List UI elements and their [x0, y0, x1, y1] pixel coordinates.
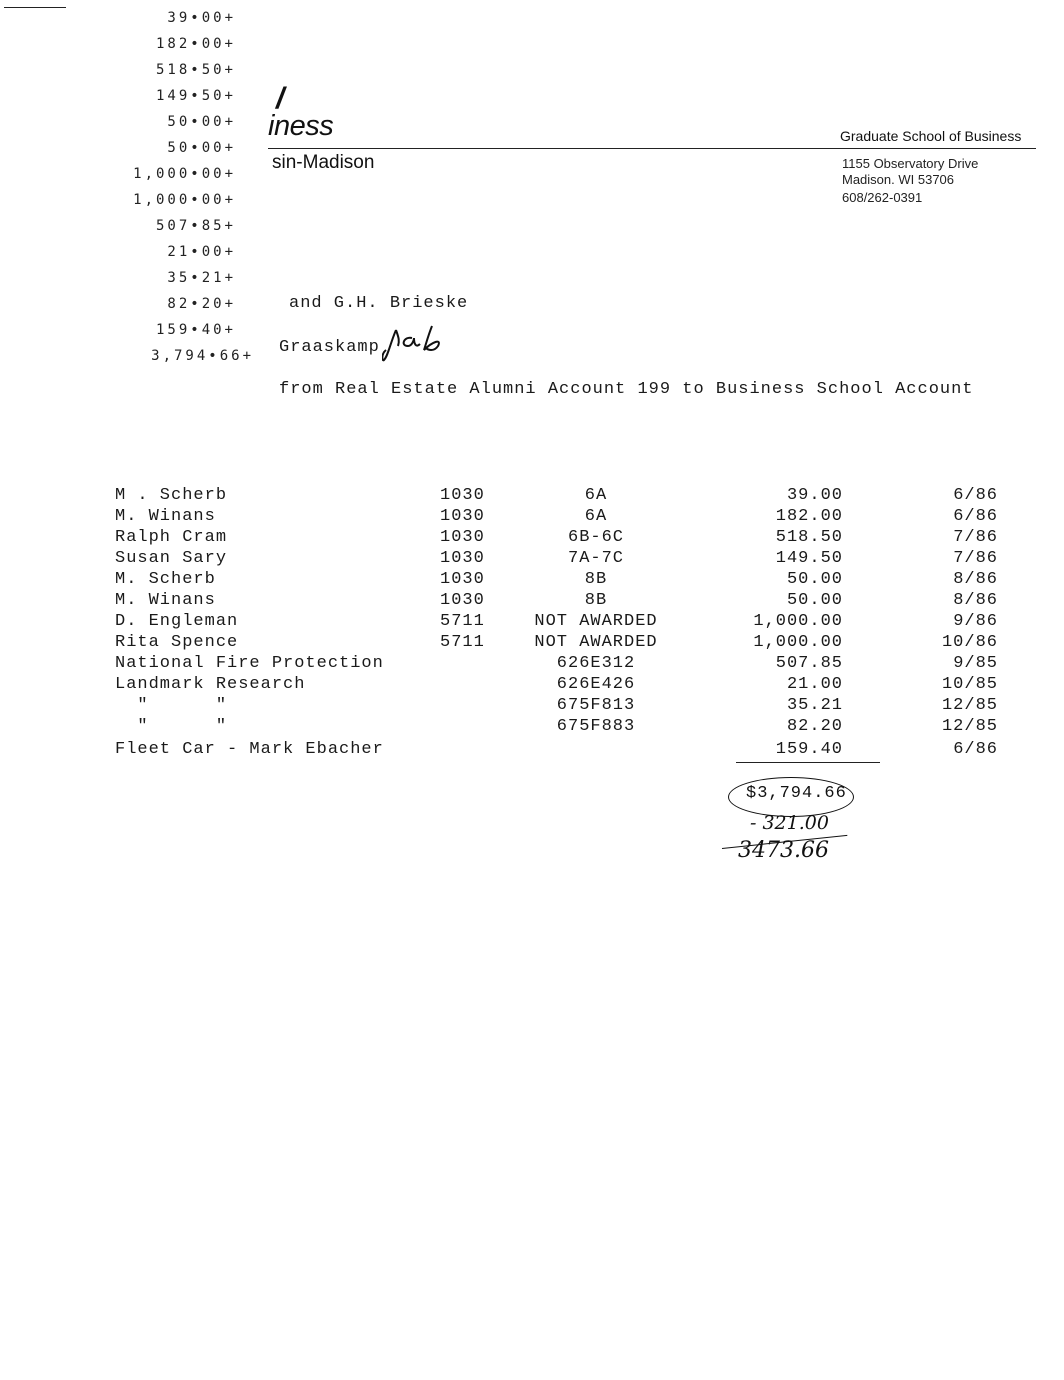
entry-date: 9/86: [953, 612, 998, 631]
memo-from: Graaskamp: [279, 338, 380, 357]
entry-name: M. Scherb: [115, 570, 216, 589]
entry-date: 9/85: [953, 654, 998, 673]
letterhead-rule: [268, 148, 1036, 149]
entry-reference: 675F883: [556, 717, 636, 736]
entry-name: M . Scherb: [115, 486, 228, 505]
memo-to: and G.H. Brieske: [289, 294, 469, 313]
table-row: [0, 675, 1064, 696]
tape-entry: 182•00+: [155, 36, 236, 52]
department-name: Graduate School of Business: [840, 128, 1022, 144]
top-left-rule: [4, 7, 66, 8]
entry-name: Susan Sary: [115, 549, 228, 568]
entry-account: 1030: [440, 549, 485, 568]
entry-reference: 675F813: [556, 696, 636, 715]
handwritten-net-total: 3473.66: [738, 838, 829, 863]
entry-amount: 39.00: [786, 486, 843, 505]
entry-amount: 50.00: [786, 591, 843, 610]
entry-reference: 8B: [584, 591, 608, 610]
entry-amount: 50.00: [786, 570, 843, 589]
phone-number: 608/262-0391: [842, 190, 923, 205]
entry-reference: NOT AWARDED: [534, 612, 658, 631]
table-row: [0, 654, 1064, 675]
entry-date: 7/86: [953, 528, 998, 547]
entry-name: D. Engleman: [115, 612, 239, 631]
entry-amount: 35.21: [786, 696, 843, 715]
table-row: [0, 591, 1064, 612]
entry-amount: 82.20: [786, 717, 843, 736]
table-row: [0, 717, 1064, 738]
table-row: [0, 486, 1064, 507]
entry-date: 6/86: [953, 507, 998, 526]
table-row: [0, 528, 1064, 549]
letterhead-fragment: /: [276, 82, 285, 115]
entry-date: 8/86: [953, 570, 998, 589]
entry-date: 8/86: [953, 591, 998, 610]
entry-account: 5711: [440, 612, 485, 631]
entry-name: Ralph Cram: [115, 528, 228, 547]
entry-account: 5711: [440, 633, 485, 652]
entry-date: 6/86: [953, 740, 998, 759]
tape-entry: 50•00+: [167, 114, 236, 130]
entry-amount: 518.50: [775, 528, 843, 547]
entry-reference: 7A-7C: [567, 549, 625, 568]
tape-entry: 35•21+: [167, 270, 236, 286]
address-line: Madison. WI 53706: [842, 172, 955, 187]
entry-account: 1030: [440, 591, 485, 610]
entry-date: 6/86: [953, 486, 998, 505]
table-row: [0, 612, 1064, 633]
entry-name: M. Winans: [115, 507, 216, 526]
table-row: [0, 507, 1064, 528]
tape-entry: 1,000•00+: [133, 192, 236, 208]
entry-name: M. Winans: [115, 591, 216, 610]
tape-entry: 21•00+: [167, 244, 236, 260]
grand-total: $3,794.66: [746, 784, 847, 803]
entry-name-ditto: " ": [115, 717, 228, 736]
tape-entry: 518•50+: [155, 62, 236, 78]
entry-amount: 159.40: [775, 740, 843, 759]
sum-underline: [736, 762, 880, 763]
entry-reference: 6A: [584, 507, 608, 526]
table-row: [0, 549, 1064, 570]
entry-account: 1030: [440, 507, 485, 526]
table-row: [0, 696, 1064, 717]
address-line: 1155 Observatory Drive: [842, 156, 979, 171]
entry-date: 10/86: [941, 633, 998, 652]
entry-amount: 1,000.00: [753, 612, 843, 631]
entry-date: 12/85: [941, 717, 998, 736]
entry-reference: 626E426: [556, 675, 636, 694]
entry-reference: NOT AWARDED: [534, 633, 658, 652]
entry-reference: 6A: [584, 486, 608, 505]
tape-entry: 149•50+: [155, 88, 236, 104]
entry-date: 7/86: [953, 549, 998, 568]
entry-amount: 149.50: [775, 549, 843, 568]
entry-account: 1030: [440, 570, 485, 589]
tape-entry: 82•20+: [167, 296, 236, 312]
letterhead-fragment: iness: [268, 110, 334, 142]
table-row: [0, 740, 1064, 761]
handwritten-initials-signature: [382, 324, 446, 364]
entry-name: Landmark Research: [115, 675, 306, 694]
entry-amount: 182.00: [775, 507, 843, 526]
entry-amount: 507.85: [775, 654, 843, 673]
tape-entry: 507•85+: [155, 218, 236, 234]
memo-subject: from Real Estate Alumni Account 199 to Business School Account: [279, 380, 974, 399]
entry-name: Fleet Car - Mark Ebacher: [115, 740, 384, 759]
entry-reference: 6B-6C: [567, 528, 625, 547]
entry-date: 10/85: [941, 675, 998, 694]
tape-entry: 1,000•00+: [133, 166, 236, 182]
tape-entry: 39•00+: [167, 10, 236, 26]
letterhead-fragment: sin-Madison: [272, 152, 375, 173]
entry-date: 12/85: [941, 696, 998, 715]
entry-account: 1030: [440, 486, 485, 505]
entry-name-ditto: " ": [115, 696, 228, 715]
entry-amount: 1,000.00: [753, 633, 843, 652]
table-row: [0, 570, 1064, 591]
handwritten-deduction: - 321.00: [750, 812, 829, 834]
tape-total: 3,794•66+: [151, 348, 254, 364]
entry-reference: 626E312: [556, 654, 636, 673]
entry-account: 1030: [440, 528, 485, 547]
tape-entry: 50•00+: [167, 140, 236, 156]
table-row: [0, 633, 1064, 654]
tape-entry: 159•40+: [155, 322, 236, 338]
entry-name: Rita Spence: [115, 633, 239, 652]
entry-reference: 8B: [584, 570, 608, 589]
entry-name: National Fire Protection: [115, 654, 384, 673]
entry-amount: 21.00: [786, 675, 843, 694]
